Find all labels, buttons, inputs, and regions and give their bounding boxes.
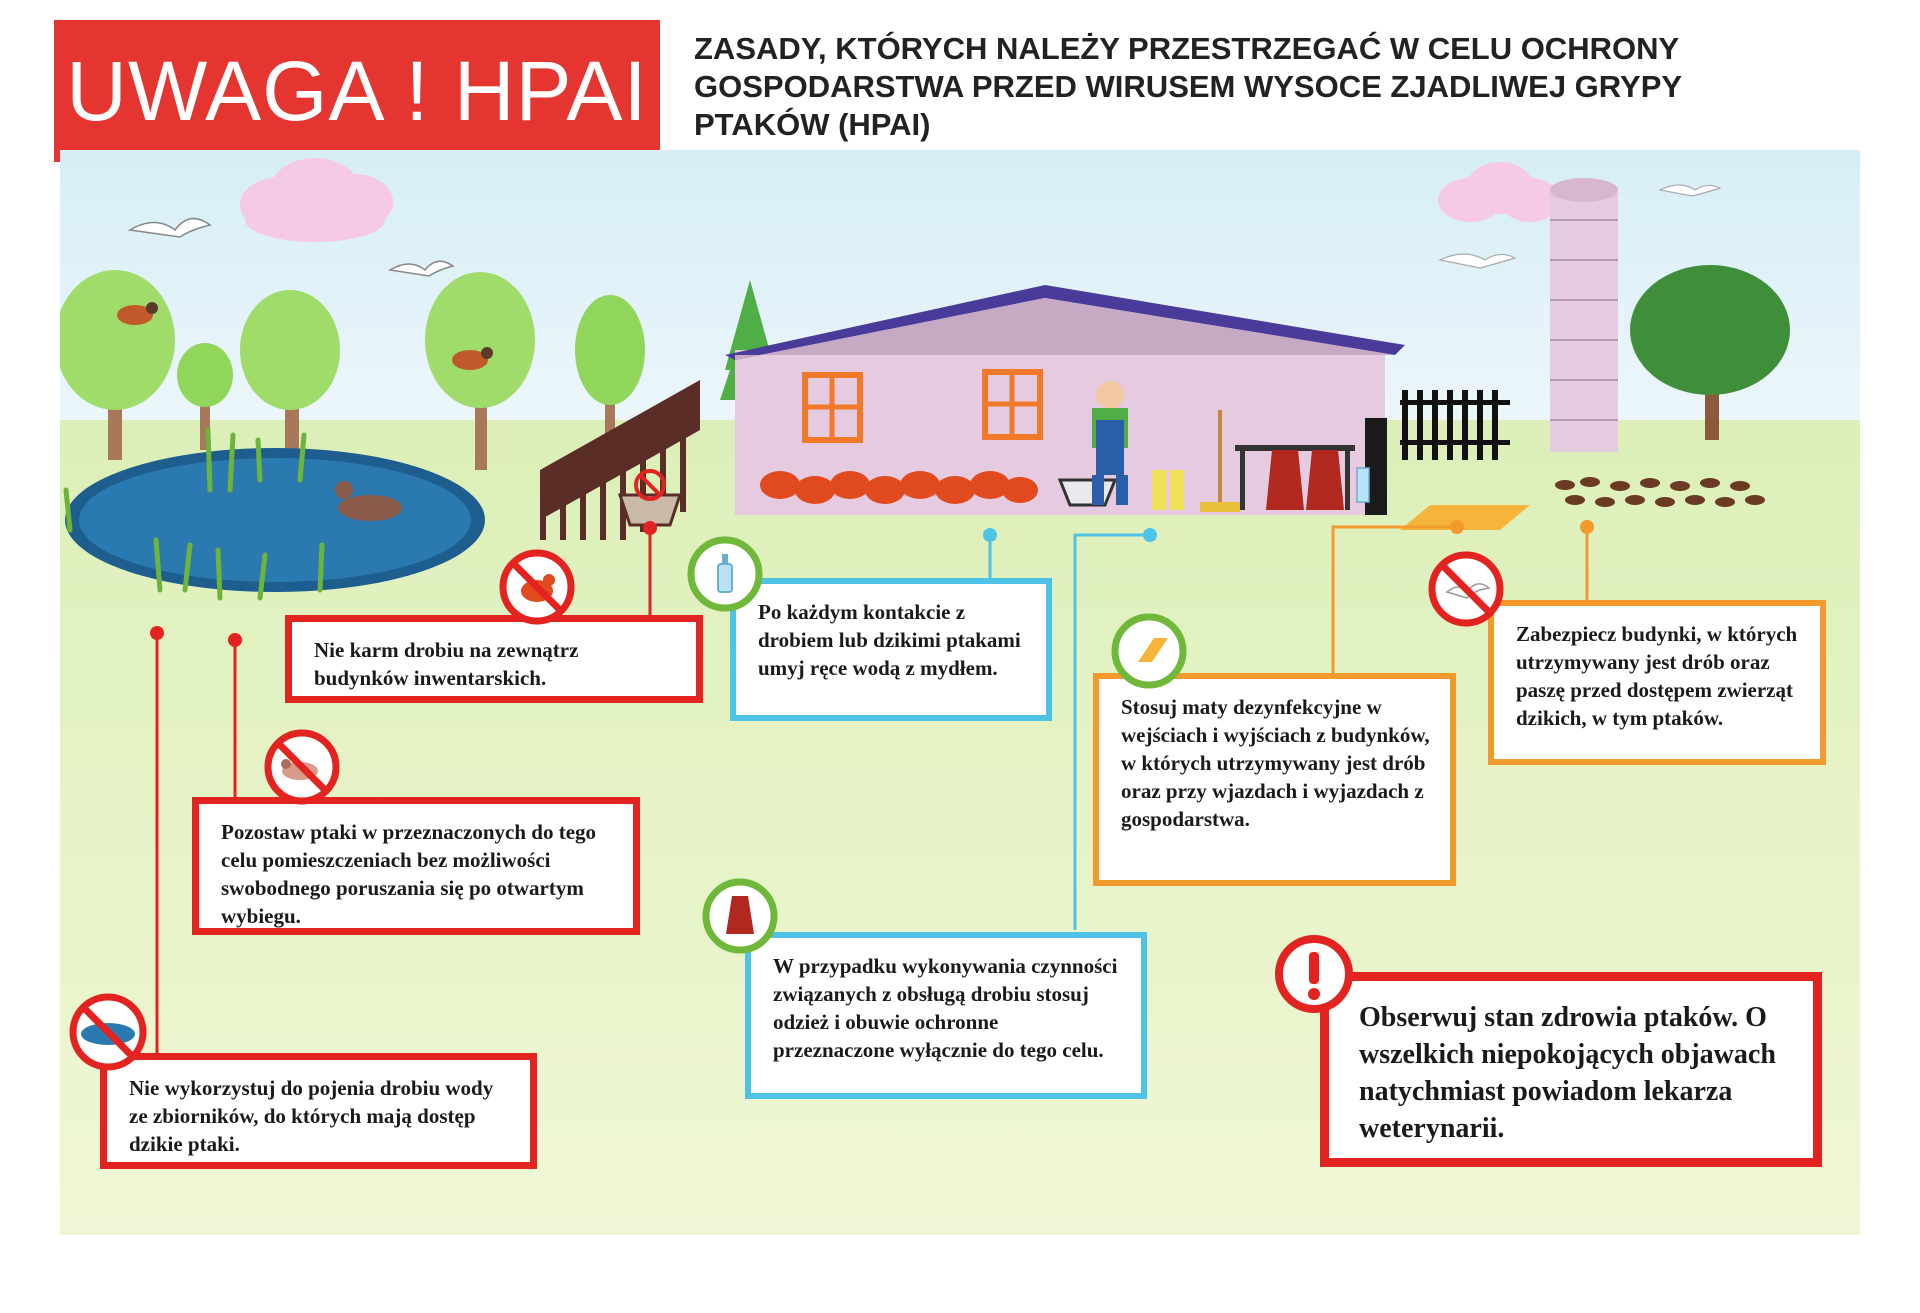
rule-observe <box>1320 972 1822 1167</box>
apron-icon <box>700 876 780 956</box>
rule-observe-text: Obserwuj stan zdrowia ptaków. O wszelkich niepokojących objawach natychmiast powiadom lekarza weterynarii. <box>1359 1002 1776 1144</box>
rule-feeding <box>285 615 703 703</box>
rule-mats-text: Stosuj maty dezynfekcyjne w wejściach i wyjściach z budynków, w których utrzymywany jest drób oraz przy wjazdach i wyjazdach z gospodarstwa. <box>1121 695 1430 831</box>
spray-bottle <box>1357 468 1369 502</box>
rule-confine <box>192 797 640 935</box>
rule-clothing-text: W przypadku wykonywania czynności związanych z obsługą drobiu stosuj odzież i obuwie ochronne przeznaczone wyłącznie do tego celu. <box>773 954 1118 1062</box>
pond <box>65 448 485 592</box>
indoor-feeder <box>1060 480 1115 505</box>
rule-secure-text: Zabezpiecz budynki, w których utrzymywany jest drób oraz paszę przed dostępem zwierząt dzikich, w tym ptaków. <box>1516 622 1798 730</box>
rule-confine-text: Pozostaw ptaki w przeznaczonych do tego celu pomieszczeniach bez możliwości swobodnego poruszania się po otwartym wybiegu. <box>221 820 597 928</box>
no-free-range-bird-icon <box>262 727 342 807</box>
rule-secure <box>1488 600 1826 765</box>
no-pond-water-icon <box>66 990 150 1074</box>
silo <box>1550 178 1618 452</box>
page-heading: ZASADY, KTÓRYCH NALEŻY PRZESTRZEGAĆ W CELU OCHRONY GOSPODARSTWA PRZED WIRUSEM WYSOCE ZJADLIWEJ GRYPY PTAKÓW (HPAI) <box>694 31 1682 142</box>
exclamation-icon <box>1272 932 1356 1016</box>
rule-feeding-text: Nie karm drobiu na zewnątrz budynków inwentarskich. <box>314 638 579 690</box>
rule-clothing <box>745 932 1147 1099</box>
no-wild-bird-icon <box>1425 548 1507 630</box>
rule-water-text: Nie wykorzystuj do pojenia drobiu wody ze zbiorników, do których mają dostęp dzikie ptaki. <box>129 1076 494 1156</box>
no-chicken-icon <box>497 547 577 627</box>
rule-handwash-text: Po każdym kontakcie z drobiem lub dzikimi ptakami umyj ręce wodą z mydłem. <box>758 600 1021 680</box>
banner-title: UWAGA ! HPAI <box>66 43 648 138</box>
rule-water <box>100 1053 537 1169</box>
title-banner <box>54 20 660 162</box>
soap-bottle-icon <box>685 534 765 614</box>
rule-handwash <box>730 578 1052 721</box>
disinfection-mat-icon <box>1108 610 1190 692</box>
rule-mats <box>1093 673 1456 886</box>
